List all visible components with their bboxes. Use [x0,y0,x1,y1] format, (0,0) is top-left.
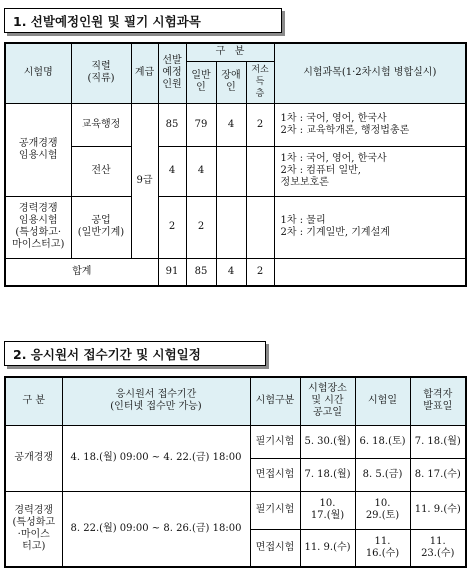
announce-cell: 5. 30.(월) [300,425,355,458]
exam-type-cell: 공개경쟁 임용시험 [5,103,71,196]
announce-cell: 10. 17.(월) [300,491,355,529]
col-grade: 계급 [131,43,158,103]
subject-line-1: 1차 : 국어, 영어, 한국사 [280,112,387,124]
col-planned: 선발 예정 인원 [158,43,186,103]
general-cell: 79 [186,103,216,146]
exam-type-cell: 필기시험 [250,491,300,529]
table-row [5,103,466,146]
division-cell: 경력경쟁 (특성화고 ·마이스 터고) [5,491,62,567]
exam-date-cell: 11. 16.(수) [355,529,410,567]
subject-line-1: 1차 : 물리 [280,215,326,226]
planned-cell: 85 [158,103,186,146]
total-row [5,258,466,286]
exam-date-cell: 10. 29.(토) [355,491,410,529]
result-cell: 11. 23.(수) [410,529,466,567]
grade-cell: 9급 [131,103,158,258]
division-cell: 공개경쟁 [5,425,62,491]
result-cell: 8. 17.(수) [410,458,466,491]
col-exam-date: 시험일 [355,377,410,425]
total-lowincome: 2 [246,258,274,286]
disabled-cell [216,146,246,196]
subjects-cell [274,146,466,196]
disabled-cell: 4 [216,103,246,146]
col-lowincome: 저소득 층 [246,61,274,103]
disabled-cell [216,196,246,258]
exam-type-cell: 면접시험 [250,529,300,567]
subject-line-2: 2차 : 컴퓨터 일반, 정보보호론 [280,165,361,188]
total-disabled: 4 [216,258,246,286]
total-planned: 91 [158,258,186,286]
col-job: 직렬 (직류) [71,43,131,103]
section1-heading: 1. 선발예정인원 및 필기 시험과목 [4,8,282,33]
lowincome-cell [246,196,274,258]
subject-line-2: 2차 : 교육학개론, 행정법총론 [280,124,410,136]
subjects-cell [274,196,466,258]
general-cell: 2 [186,196,216,258]
recruitment-table [4,42,467,287]
exam-type-cell: 필기시험 [250,425,300,458]
planned-cell: 4 [158,146,186,196]
exam-type-cell: 경력경쟁 임용시험 (특성화고· 마이스터고) [5,196,71,258]
announce-cell: 11. 9.(수) [300,529,355,567]
col-exam-name: 시험명 [5,43,71,103]
col-division: 구 분 [186,43,274,61]
col-disabled: 장애 인 [216,61,246,103]
col-general: 일반 인 [186,61,216,103]
table-row [5,491,466,529]
table-row [5,196,466,258]
lowincome-cell [246,146,274,196]
col-announce-date: 시험장소 및 시간 공고일 [300,377,355,425]
general-cell: 4 [186,146,216,196]
lowincome-cell: 2 [246,103,274,146]
job-cell: 교육행정 [71,103,131,146]
subject-line-2: 2차 : 기계일반, 기계설계 [280,227,390,238]
period-cell: 4. 18.(월) 09:00 ~ 4. 22.(금) 18:00 [62,425,250,491]
total-label: 합계 [5,258,158,286]
exam-type-cell: 면접시험 [250,458,300,491]
result-cell: 11. 9.(수) [410,491,466,529]
job-cell: 전산 [71,146,131,196]
exam-date-cell: 6. 18.(토) [355,425,410,458]
announce-cell: 7. 18.(월) [300,458,355,491]
col-application-period: 응시원서 접수기간 (인터넷 접수만 가능) [62,377,250,425]
col-result-date: 합격자 발표일 [410,377,466,425]
section2-heading: 2. 응시원서 접수기간 및 시험일정 [4,341,266,366]
schedule-table [4,376,467,568]
col-division: 구 분 [5,377,62,425]
result-cell: 7. 18.(월) [410,425,466,458]
exam-date-cell: 8. 5.(금) [355,458,410,491]
col-subjects: 시험과목(1·2차시험 병합실시) [274,43,466,103]
table-row [5,425,466,458]
subjects-cell [274,103,466,146]
table-row [5,146,466,196]
job-cell: 공업 (일반기계) [71,196,131,258]
subject-line-1: 1차 : 국어, 영어, 한국사 [280,153,387,164]
total-general: 85 [186,258,216,286]
col-exam-type: 시험구분 [250,377,300,425]
period-cell: 8. 22.(월) 09:00 ~ 8. 26.(금) 18:00 [62,491,250,567]
planned-cell: 2 [158,196,186,258]
total-subjects [274,258,466,286]
